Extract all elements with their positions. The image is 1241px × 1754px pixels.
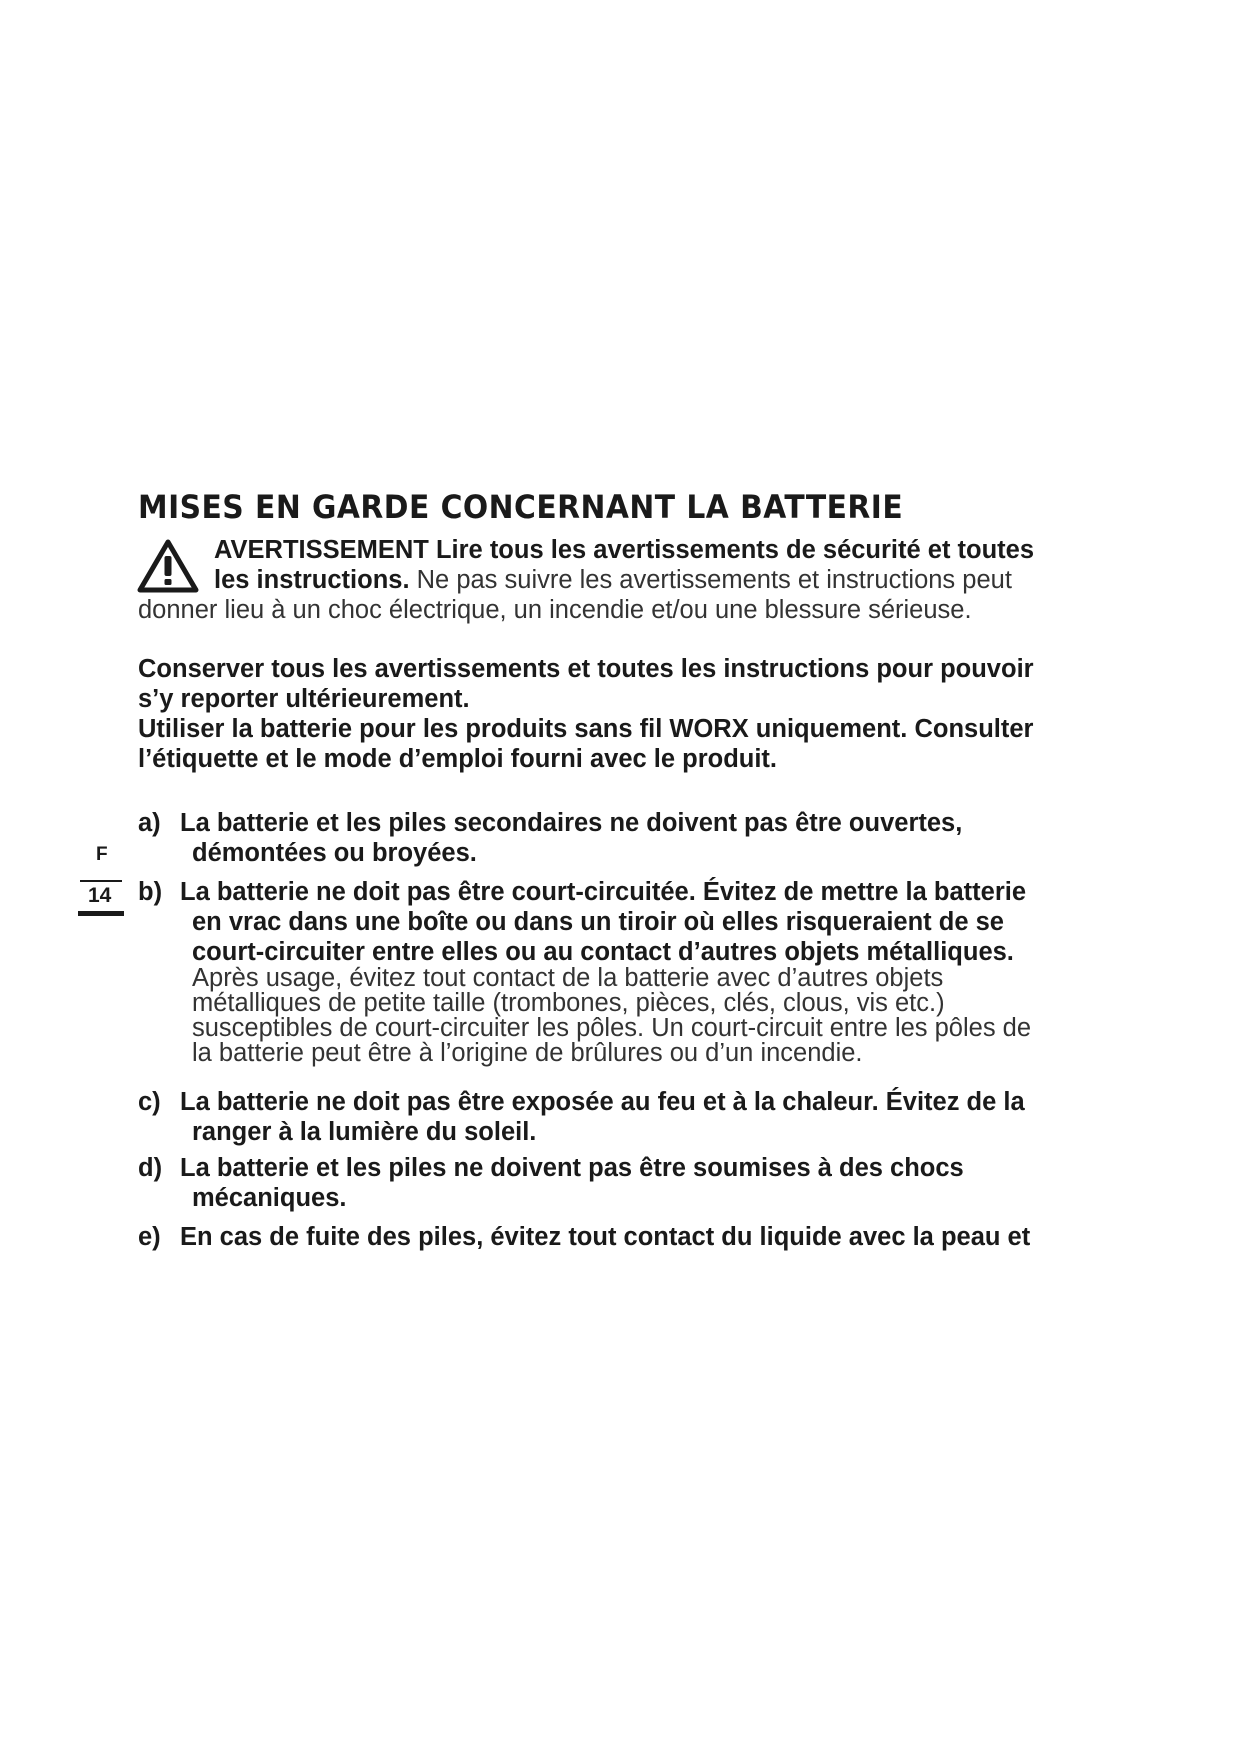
item-b-line-2: en vrac dans une boîte ou dans un tiroir où elles risqueraient de se [192, 908, 1004, 936]
page-number-bar [78, 911, 124, 916]
item-label: d) [138, 1154, 163, 1182]
warning-block [138, 535, 1148, 625]
keep-line-1: Conserver tous les avertissements et toutes les instructions pour pouvoir [138, 655, 1034, 683]
item-text: En cas de fuite des piles, évitez tout contact du liquide avec la peau et [180, 1223, 1031, 1251]
item-b-body-4: la batterie peut être à l’origine de brûlures ou d’un incendie. [192, 1039, 863, 1067]
warning-line-2-normal: Ne pas suivre les avertissements et instructions peut [409, 566, 1012, 594]
item-a-line-1 [138, 808, 1168, 838]
item-b-line-3: court-circuiter entre elles ou au contact d’autres objets métalliques. [192, 938, 1014, 966]
warning-line-3: donner lieu à un choc électrique, un incendie et/ou une blessure sérieuse. [138, 596, 972, 624]
item-e-line-1 [138, 1222, 1168, 1252]
keep-line-4: l’étiquette et le mode d’emploi fourni avec le produit. [138, 745, 778, 773]
list-item-b [138, 877, 1168, 1067]
item-d-line-1 [138, 1153, 1168, 1183]
item-c-line-2: ranger à la lumière du soleil. [192, 1118, 537, 1146]
item-text: La batterie et les piles ne doivent pas être soumises à des chocs [180, 1154, 964, 1182]
item-text: La batterie et les piles secondaires ne doivent pas être ouvertes, [180, 809, 963, 837]
item-b-line-1 [138, 877, 1168, 907]
list-item-e [138, 1222, 1168, 1252]
item-label: a) [138, 809, 161, 837]
item-b-body-1: Après usage, évitez tout contact de la batterie avec d’autres objets [192, 964, 944, 992]
list-item-a [138, 808, 1168, 868]
keep-instructions-paragraph [138, 654, 1168, 774]
item-b-body-2: métalliques de petite taille (trombones, pièces, clés, clous, vis etc.) [192, 989, 945, 1017]
keep-line-2: s’y reporter ultérieurement. [138, 685, 470, 713]
item-label: c) [138, 1088, 161, 1116]
item-label: b) [138, 878, 163, 906]
item-label: e) [138, 1223, 161, 1251]
warning-line-2-bold: les instructions. [214, 566, 410, 594]
warning-line-1: AVERTISSEMENT Lire tous les avertissements de sécurité et toutes [214, 536, 1035, 564]
warning-line-2 [138, 565, 1148, 595]
page-title: MISES EN GARDE CONCERNANT LA BATTERIE [138, 488, 904, 526]
item-a-line-2: démontées ou broyées. [192, 839, 477, 867]
item-text: La batterie ne doit pas être court-circuitée. Évitez de mettre la batterie [180, 878, 1027, 906]
list-item-c [138, 1087, 1168, 1147]
item-c-line-1 [138, 1087, 1168, 1117]
item-text: La batterie ne doit pas être exposée au feu et à la chaleur. Évitez de la [180, 1088, 1025, 1116]
page-number: 14 [88, 884, 112, 907]
list-item-d [138, 1153, 1168, 1213]
language-marker: F [96, 844, 108, 865]
keep-line-3: Utiliser la batterie pour les produits sans fil WORX uniquement. Consulter [138, 715, 1034, 743]
side-divider [80, 880, 122, 882]
item-d-line-2: mécaniques. [192, 1184, 347, 1212]
warning-triangle-icon [136, 538, 200, 594]
item-b-body-3: susceptibles de court-circuiter les pôles. Un court-circuit entre les pôles de [192, 1014, 1032, 1042]
